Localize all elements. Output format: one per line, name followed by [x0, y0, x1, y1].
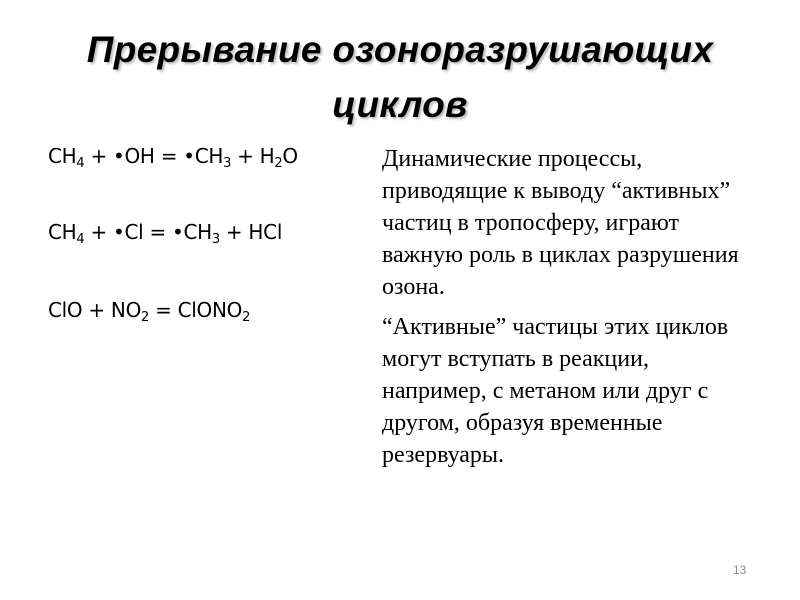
paragraph-dynamic-processes: Динамические процессы, приводящие к выводу “активных” частиц в тропосферу, играют важную роль в циклах разрушения озона.: [382, 146, 739, 300]
equation-text: + •Cl = •CH: [84, 220, 212, 244]
equation-chlorine-nitrate: [48, 298, 251, 325]
page-number: 13: [733, 563, 747, 577]
body-text: [382, 143, 752, 479]
equation-text: CH: [48, 220, 77, 244]
equation-text: ClO + NO: [48, 298, 142, 322]
equation-text: = ClONO: [149, 298, 243, 322]
equation-subscript: 2: [274, 156, 283, 171]
equation-text: + H: [231, 144, 275, 168]
equation-subscript: 3: [223, 156, 232, 171]
equation-subscript: 2: [242, 310, 251, 325]
equation-text: + •OH = •CH: [84, 144, 224, 168]
equation-subscript: 3: [211, 232, 220, 247]
equation-subscript: 4: [76, 156, 85, 171]
equation-text: + HCl: [219, 220, 283, 244]
paragraph-active-particles: “Активные” частицы этих циклов могут вступать в реакции, например, с метаном или друг с другом, образуя временные резервуары.: [382, 314, 729, 468]
slide-title: Прерывание озоноразрушающих циклов: [86, 29, 714, 125]
equation-subscript: 4: [76, 232, 85, 247]
equation-methane-hydroxyl: [48, 144, 298, 171]
equation-subscript: 2: [141, 310, 150, 325]
equation-text: O: [282, 144, 298, 168]
equation-text: CH: [48, 144, 77, 168]
equation-methane-chlorine: [48, 220, 283, 247]
